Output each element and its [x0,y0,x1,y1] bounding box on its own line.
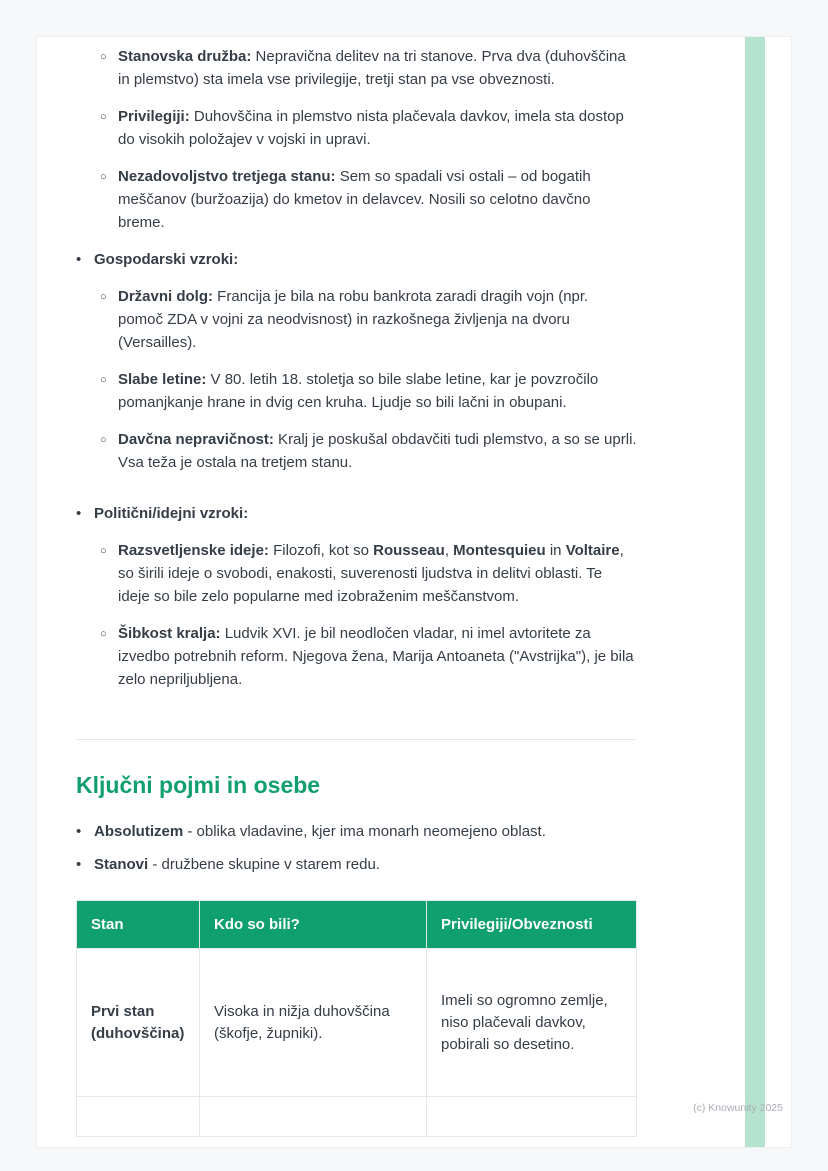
body-text: Sem so spadali vsi ostali – od bogatih meščanov (buržoazija) do kmetov in delavcev. Nosili so celotno davčno breme. [118,168,591,231]
lead-text: Nezadovoljstvo tretjega stanu: [118,168,336,185]
item-text [118,45,637,91]
body-text: Duhovščina in plemstvo nista plačevala davkov, imela sta dostop do visokih položajev v vojski in upravi. [118,108,624,148]
bullet-icon: • [76,856,82,873]
item-text [118,622,637,691]
body-text: Ludvik XVI. je bil neodločen vladar, ni imel avtoritete za izvedbo potrebnih reform. Njegova žena, Marija Antoaneta ("Avstrijka"), je bila zelo nepriljubljena. [118,625,634,688]
table-cell [77,1097,200,1137]
page-accent-stripe [745,37,765,1147]
watermark: (c) Knowunity 2025 [693,1102,783,1114]
circle-bullet-icon: ○ [100,374,107,386]
bullet-icon: • [76,823,82,840]
person-name: Voltaire [565,542,620,559]
table-cell [427,1097,637,1137]
section-divider [76,739,636,740]
list-item [76,502,637,705]
table-cell: Visoka in nižja duhovščina (škofje, župniki). [200,949,427,1097]
circle-bullet-icon: ○ [100,291,107,303]
circle-bullet-icon: ○ [100,434,107,446]
list-item [76,820,637,843]
sub-list [100,539,637,705]
table-cell [200,1097,427,1137]
circle-bullet-icon: ○ [100,171,107,183]
estates-table [76,900,637,1137]
list-item [76,853,637,876]
item-text [118,368,637,414]
lead-text: Stanovska družba: [118,48,252,65]
lead-text: Državni dolg: [118,288,214,305]
body-text: , so širili ideje o svobodi, enakosti, suverenosti ljudstva in delitvi oblasti. Te ideje so bile zelo popularne med izobraženim meščanstvom. [118,542,624,605]
body-text: , [444,542,454,559]
causes-list [76,248,637,705]
item-head [76,502,248,525]
list-item [100,539,637,608]
body-text: Francija je bila na robu bankrota zaradi dragih vojn (npr. pomoč ZDA v vojni za neodvisnost) in razkošnega življenja na dvoru (Versailles). [118,288,589,351]
body-text: Nepravična delitev na tri stanove. Prva dva (duhovščina in plemstvo) sta imela vse privilegije, tretji stan pa vse obveznosti. [118,48,626,88]
sub-list [100,285,637,488]
lead-text: Razsvetljenske ideje: [118,542,269,559]
list-item [100,165,637,234]
list-item [100,428,637,474]
list-item [100,285,637,354]
item-text [118,105,637,151]
table-header-row [77,901,637,949]
column-header: Stan [77,901,200,949]
column-header: Kdo so bili? [200,901,427,949]
item-text [118,539,637,608]
terms-list [76,820,637,876]
item-text [94,853,616,876]
lead-text: Davčna nepravičnost: [118,431,274,448]
item-text [118,285,637,354]
body-text: Filozofi, kot so [268,542,374,559]
body-text: Kralj je poskušal obdavčiti tudi plemstvo, a so se uprli. Vsa teža je ostala na tretjem stanu. [118,431,637,471]
list-item [100,105,637,151]
lead-text: Slabe letine: [118,371,207,388]
lead-text: Šibkost kralja: [118,625,221,642]
table-row-partial [77,1097,637,1137]
term-name: Stanovi [94,856,149,873]
item-text [94,820,616,843]
item-text [118,428,637,474]
group-title: Politični/idejni vzroki: [94,505,249,522]
bullet-icon: • [76,505,82,522]
column-header: Privilegiji/Obveznosti [427,901,637,949]
content-area [37,37,637,1137]
item-text [118,165,637,234]
body-text: in [545,542,566,559]
lead-text: Privilegiji: [118,108,190,125]
term-definition: - družbene skupine v starem redu. [148,856,380,873]
term-definition: - oblika vladavine, kjer ima monarh neomejeno oblast. [183,823,546,840]
intro-sub-list [100,45,637,234]
table-row [77,949,637,1097]
person-name: Montesquieu [453,542,546,559]
section-heading: Ključni pojmi in osebe [76,772,321,798]
group-title: Gospodarski vzroki: [94,251,239,268]
document-page [36,36,792,1148]
list-item [100,368,637,414]
circle-bullet-icon: ○ [100,628,107,640]
table-cell: Prvi stan (duhovščina) [77,949,200,1097]
circle-bullet-icon: ○ [100,545,107,557]
list-item [76,248,637,488]
body-text: V 80. letih 18. stoletja so bile slabe letine, kar je povzročilo pomanjkanje hrane in dvig cen kruha. Ljudje so bili lačni in obupani. [118,371,599,411]
circle-bullet-icon: ○ [100,51,107,63]
table-cell: Imeli so ogromno zemlje, niso plačevali davkov, pobirali so desetino. [427,949,637,1097]
list-item [100,45,637,91]
item-head [76,248,238,271]
term-name: Absolutizem [94,823,184,840]
list-item [100,622,637,691]
bullet-icon: • [76,251,82,268]
person-name: Rousseau [373,542,445,559]
circle-bullet-icon: ○ [100,111,107,123]
